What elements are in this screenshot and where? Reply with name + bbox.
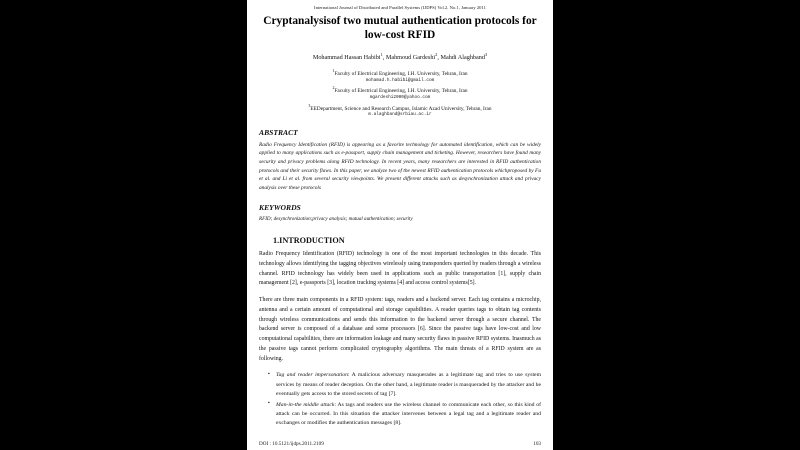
affiliation-1-email: mohamad.h.habibi@gmail.com (365, 77, 435, 83)
threat-text-1: : A malicious adversary masquerades as a legitimate tag and tries to use system services by means of reader deception. On the other hand, a legitimate reader is masqueraded by the attacker and he eventually gets access to the stored secrets of tag [7]. (276, 372, 541, 398)
list-item (271, 371, 541, 399)
affiliation-3 (259, 103, 541, 118)
threat-term-2: Man-in-the middle attack (276, 401, 335, 408)
keywords-body: RFID; desynchronization;privacy analysis; mutual authentication; security (259, 215, 413, 222)
affiliation-2-text: $^2$Faculty of Electrical Engineering, I.H. University, Tehran, Iran (332, 85, 468, 95)
abstract-heading: ABSTRACT (259, 127, 298, 137)
affiliation-1 (259, 68, 541, 83)
page-footer (259, 441, 541, 447)
threat-text-2: : As tags and readers use the wireless channel to communicate each other, so this kind of attack can be occurred. In this situation the attacker intervenes between a legal tag and a legitimate reader and exchanges or modifies the authentication messages [8]. (276, 401, 541, 427)
list-item (271, 401, 541, 429)
affiliation-2-email: mgardeshi2000@yahoo.com (369, 94, 431, 100)
journal-header: International Journal of Distributed and Parallel Systems (IJDPS) Vol.2, No.1, January 2011 (314, 5, 486, 10)
affiliation-3-text: $^3$EEDepartment, Science and Research Campus, Islamic Azad University, Tehran, Iran (308, 102, 492, 112)
doi-text: DOI : 10.5121/ijdps.2011.2109 (259, 441, 324, 447)
affiliation-1-text: $^1$Faculty of Electrical Engineering, I.H. University, Tehran, Iran (332, 68, 468, 78)
page-number: 103 (533, 441, 541, 447)
threat-list (259, 371, 541, 428)
affiliation-2 (259, 85, 541, 100)
introduction-paragraph-1: Radio Frequency Identification (RFID) technology is one of the most important technologies in this decade. This technology allows identifying the tagging objectives wirelessly using transponders queried by readers through a wireless channel. RFID technology has widely been used in applications such as public transportation [1], supply chain management [2], e-passports [3], location tracking systems [4] and access control systems[5]. (259, 251, 541, 287)
page-title: Cryptanalysisof two mutual authentication protocols for low-cost RFID (263, 15, 537, 41)
introduction-paragraph-2: There are three main components in a RFID system: tags, readers and a backend server. Each tag contains a microchip, antenna and a certain amount of computational and storage capabilities. A reader queries tags to obtain tag contents through wireless communications and sends this information to the backend server through a secure channel. The backend server is composed of a database and some processors [6]. Since the passive tags have low-cost and low computational capabilities, there are information leakage and many security flaws in passive RFID systems. Inasmuch as the passive tags cannot perform complicated cryptography algorithms. The main threats of a RFID system are as following. (259, 297, 541, 362)
affiliation-3-email: m.alaghband@srbiau.ac.ir (368, 111, 432, 117)
abstract-body: Radio Frequency Identification (RFID) is appearing as a favorite technology for automated identification, which can be widely applied to many applications such as e-passport, supply chain management and ticketing. However, researchers have found many security and privacy problems along RFID technology. In recent years, many researchers are interested in RFID authentication protocols and their security flaws. In this paper, we analyze two of the newest RFID authentication protocols whichproposed by Fu et al. and Li et al. from several security viewpoints. We present different attacks such as desynchronization attack and privacy analysis over these protocols (259, 141, 541, 191)
author-list (259, 52, 541, 62)
paper-page (247, 0, 553, 450)
threat-term-1: Tag and reader impersonation (276, 372, 348, 379)
author-names: Mohammad Hassan Habibi$^1$, Mahmoud Gardeshi$^2$, Mahdi Alaghband$^3$ (312, 51, 488, 61)
keywords-heading: KEYWORDS (259, 202, 301, 212)
introduction-heading: 1.INTRODUCTION (273, 236, 345, 246)
